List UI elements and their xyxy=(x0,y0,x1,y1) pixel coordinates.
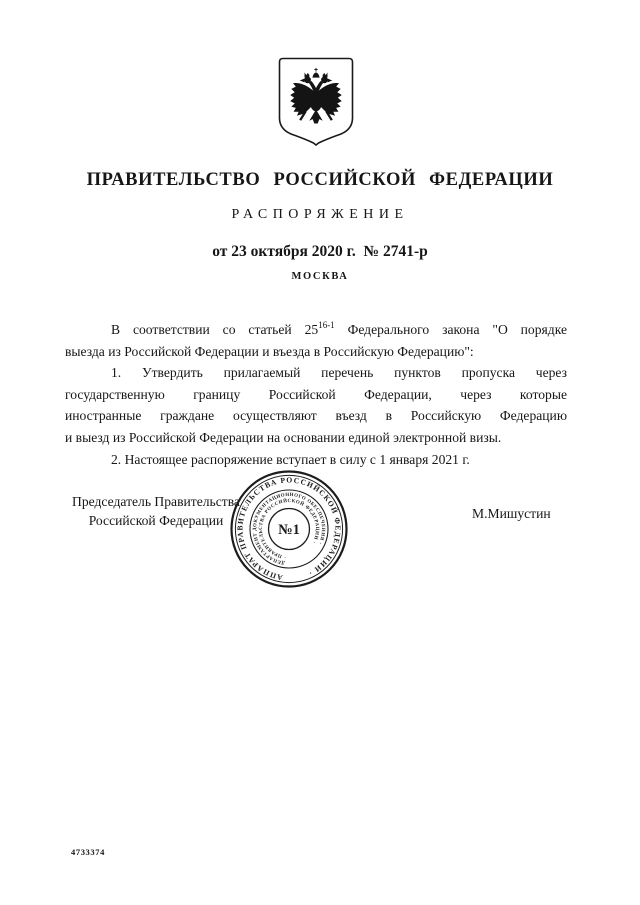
print-control-number: 4733374 xyxy=(71,847,105,857)
signatory-name: М.Мишустин xyxy=(472,506,551,521)
document-city: МОСКВА xyxy=(291,271,349,282)
body-paragraph-3-line-1: 2. Настоящее распоряжение вступает в силу с 1 января 2021 г. xyxy=(111,451,470,467)
coat-of-arms xyxy=(278,57,354,146)
signatory-title-line-1: Председатель Правительства xyxy=(72,494,240,509)
stamp-inner-ring1-text: ДЕПАРТАМЕНТ ДОКУМЕНТАЦИОННОГО ОБЕСПЕЧЕНИЯ · xyxy=(252,492,326,565)
body-paragraph-1-line-1 xyxy=(65,315,567,341)
document-date-number: от 23 октября 2020 г. № 2741-р xyxy=(212,243,428,260)
stamp-inner-ring2-text: · ПРАВИТЕЛЬСТВА РОССИЙСКОЙ ФЕДЕРАЦИИ · xyxy=(258,498,320,559)
body-text-run: Федерального закона "О порядке xyxy=(334,322,567,337)
issuing-authority-title: ПРАВИТЕЛЬСТВО РОССИЙСКОЙ ФЕДЕРАЦИИ xyxy=(86,170,554,190)
coat-of-arms-shield xyxy=(278,57,354,146)
document-type-title: РАСПОРЯЖЕНИЕ xyxy=(231,207,409,222)
body-paragraph-2-line-3: иностранные граждане осуществляют въезд в Российскую Федерацию xyxy=(65,408,567,424)
signatory-title-line-2: Российской Федерации xyxy=(88,513,224,528)
body-text-run: В соответствии со статьей 25 xyxy=(111,322,319,337)
signatory-title xyxy=(68,492,244,530)
stamp-outer-ring-text: АППАРАТ ПРАВИТЕЛЬСТВА РОССИЙСКОЙ ФЕДЕРАЦИИ · xyxy=(235,475,343,583)
official-round-stamp xyxy=(228,468,350,590)
document-body xyxy=(65,315,567,470)
statute-superscript: 16-1 xyxy=(318,320,335,330)
body-paragraph-2-line-4: и выезд из Российской Федерации на основании единой электронной визы. xyxy=(65,429,502,445)
body-paragraph-2-line-2: государственную границу Российской Федерации, через которые xyxy=(65,386,567,402)
stamp-seal-icon xyxy=(228,468,350,590)
body-paragraph-2-line-1: 1. Утвердить прилагаемый перечень пунктов пропуска через xyxy=(111,365,567,381)
stamp-center-number: №1 xyxy=(278,522,300,538)
body-paragraph-1-line-2: выезда из Российской Федерации и въезда в Российскую Федерацию": xyxy=(65,343,474,359)
